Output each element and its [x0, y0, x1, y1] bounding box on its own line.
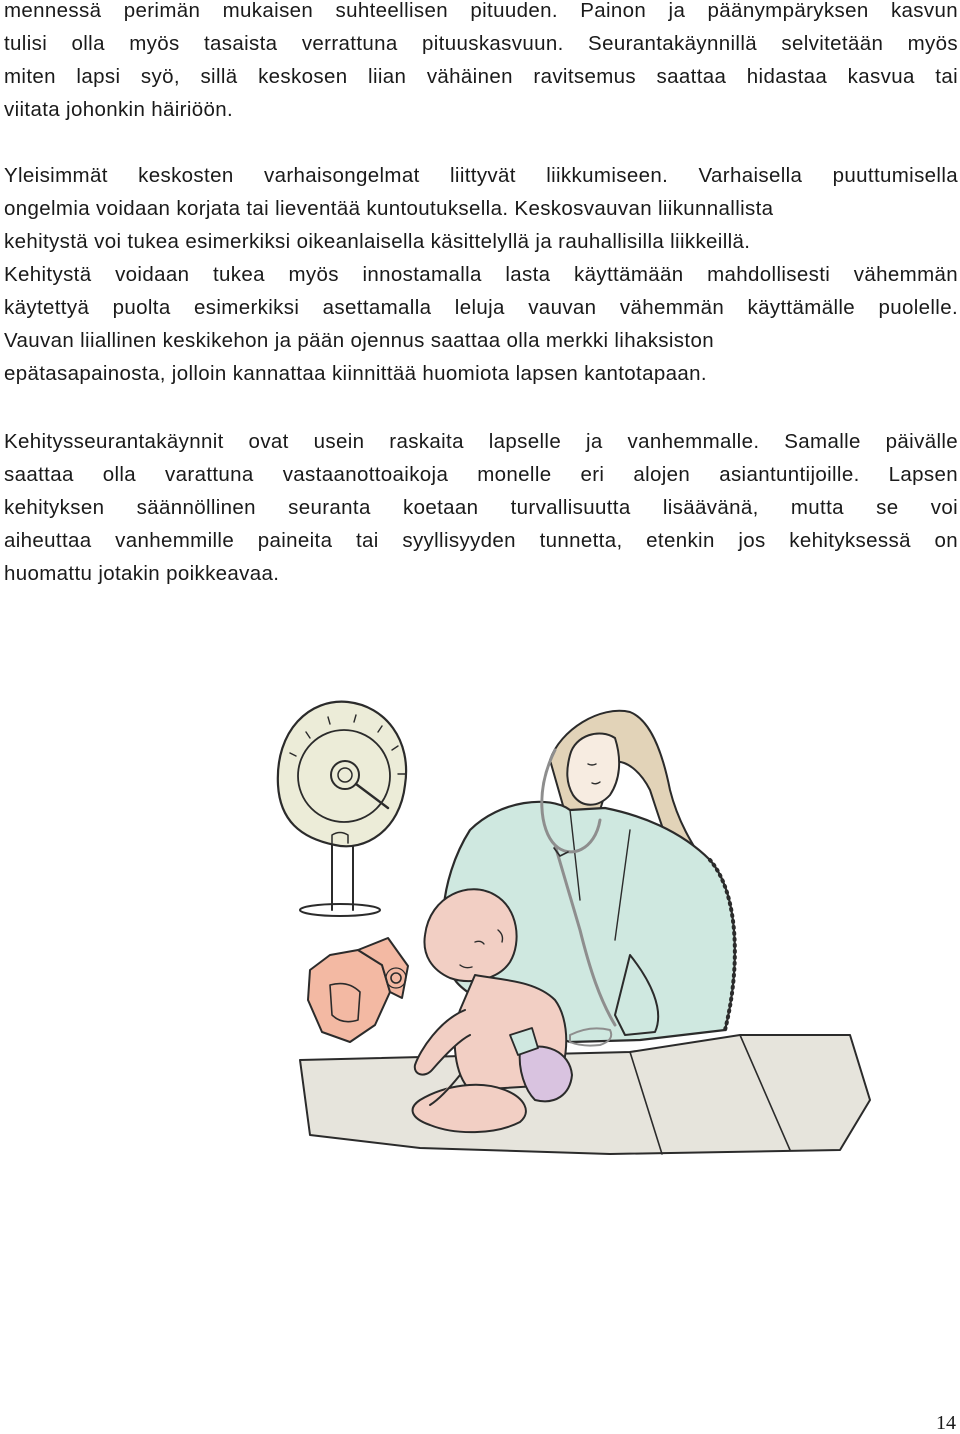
text-line: saattaa olla varattuna vastaanottoaikoja monelle eri alojen asiantuntijoille. Lapsen [4, 463, 958, 486]
text-line: Vauvan liiallinen keskikehon ja pään ojennus saattaa olla merkki lihaksiston [4, 329, 714, 352]
text-line: aiheuttaa vanhemmille paineita tai syyllisyyden tunnetta, etenkin jos kehityksessä on [4, 529, 958, 552]
paragraph-motor-problems [4, 159, 958, 390]
baby-scale [278, 702, 406, 916]
text-line: epätasapainosta, jolloin kannattaa kiinnittää huomiota lapsen kantotapaan. [4, 362, 707, 385]
text-line: tulisi olla myös tasaista verrattuna pituuskasvuun. Seurantakäynnillä selvitetään myös [4, 32, 958, 55]
text-line: miten lapsi syö, sillä keskosen liian vähäinen ravitsemus saattaa hidastaa kasvua tai [4, 65, 958, 88]
nurse-face [567, 733, 619, 804]
text-line: Yleisimmät keskosten varhaisongelmat liittyvät liikkumiseen. Varhaisella puuttumisella [4, 164, 958, 187]
text-line: kehitystä voi tukea esimerkiksi oikeanlaisella käsittelyllä ja rauhallisilla liikkeillä. [4, 230, 751, 253]
text-line: Kehitysseurantakäynnit ovat usein raskaita lapselle ja vanhemmalle. Samalle päivälle [4, 430, 958, 453]
text-line: ongelmia voidaan korjata tai lieventää kuntoutuksella. Keskosvauvan liikunnallista [4, 197, 774, 220]
text-line: Kehitystä voidaan tukea myös innostamalla lasta käyttämään mahdollisesti vähemmän [4, 263, 958, 286]
text-line: mennessä perimän mukaisen suhteellisen pituuden. Painon ja päänympäryksen kasvun [4, 0, 958, 22]
nurse-examining-baby-illustration [270, 680, 960, 1160]
paragraph-growth-monitoring [4, 0, 958, 126]
text-line: viitata johonkin häiriöön. [4, 98, 234, 121]
toy-lamp [308, 938, 408, 1042]
paragraph-follow-up-visits [4, 425, 958, 590]
text-line: kehityksen säännöllinen seuranta koetaan turvallisuutta lisäävänä, mutta se voi [4, 496, 958, 519]
text-line: käytettyä puolta esimerkiksi asettamalla leluja vauvan vähemmän käyttämälle puolelle. [4, 296, 958, 319]
page-number: 14 [936, 1412, 956, 1434]
text-line: huomattu jotakin poikkeavaa. [4, 562, 280, 585]
